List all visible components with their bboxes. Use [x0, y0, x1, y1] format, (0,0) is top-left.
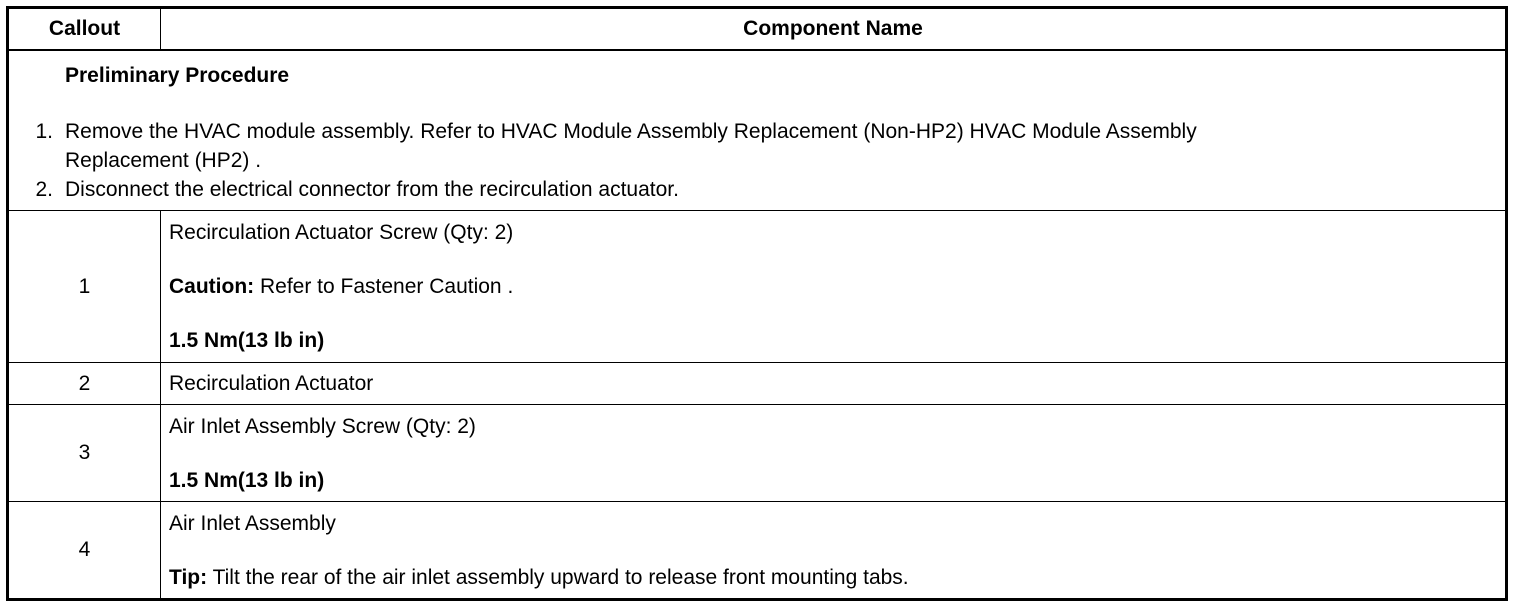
- preliminary-title: Preliminary Procedure: [65, 64, 290, 87]
- component-name: Air Inlet Assembly: [169, 512, 336, 535]
- tip-text: Tilt the rear of the air inlet assembly upward to release front mounting tabs.: [207, 566, 909, 589]
- procedure-step: [21, 175, 1493, 204]
- table-row: [8, 211, 1507, 363]
- caution-label: Caution:: [169, 275, 255, 298]
- table-header-row: [8, 8, 1507, 51]
- tip-label: Tip:: [169, 566, 208, 589]
- component-cell: [161, 405, 1507, 502]
- table-row: [8, 405, 1507, 502]
- torque-spec: 1.5 Nm(13 lb in): [169, 469, 325, 492]
- table-row: [8, 363, 1507, 405]
- caution-text: Refer to Fastener Caution .: [254, 275, 514, 298]
- component-name: Air Inlet Assembly Screw (Qty: 2): [169, 415, 476, 438]
- step-text: [65, 117, 1493, 175]
- step-number: 1.: [35, 120, 53, 143]
- callout-number: 2: [8, 363, 161, 405]
- component-table: [6, 6, 1508, 601]
- step-text-line: Remove the HVAC module assembly. Refer to HVAC Module Assembly Replacement (Non-HP2) HVAC Module Assembly: [65, 120, 1197, 143]
- component-cell: [161, 211, 1507, 363]
- table-row: [8, 502, 1507, 600]
- caution-note: [169, 273, 1497, 301]
- component-name: Recirculation Actuator Screw (Qty: 2): [169, 221, 514, 244]
- step-number: 2.: [35, 178, 53, 201]
- step-text-line: Replacement (HP2) .: [65, 149, 262, 172]
- component-cell: [161, 502, 1507, 600]
- component-cell: [161, 363, 1507, 405]
- callout-header: Callout: [8, 8, 161, 51]
- procedure-step: [21, 117, 1493, 175]
- callout-number: 4: [8, 502, 161, 600]
- torque-spec: 1.5 Nm(13 lb in): [169, 329, 325, 352]
- callout-number: 1: [8, 211, 161, 363]
- step-text: Disconnect the electrical connector from the recirculation actuator.: [65, 178, 679, 201]
- preliminary-row: [8, 50, 1507, 211]
- preliminary-procedure: [8, 50, 1507, 211]
- component-name-header: Component Name: [161, 8, 1507, 51]
- tip-note: [169, 564, 1497, 592]
- callout-number: 3: [8, 405, 161, 502]
- component-name: Recirculation Actuator: [169, 371, 374, 395]
